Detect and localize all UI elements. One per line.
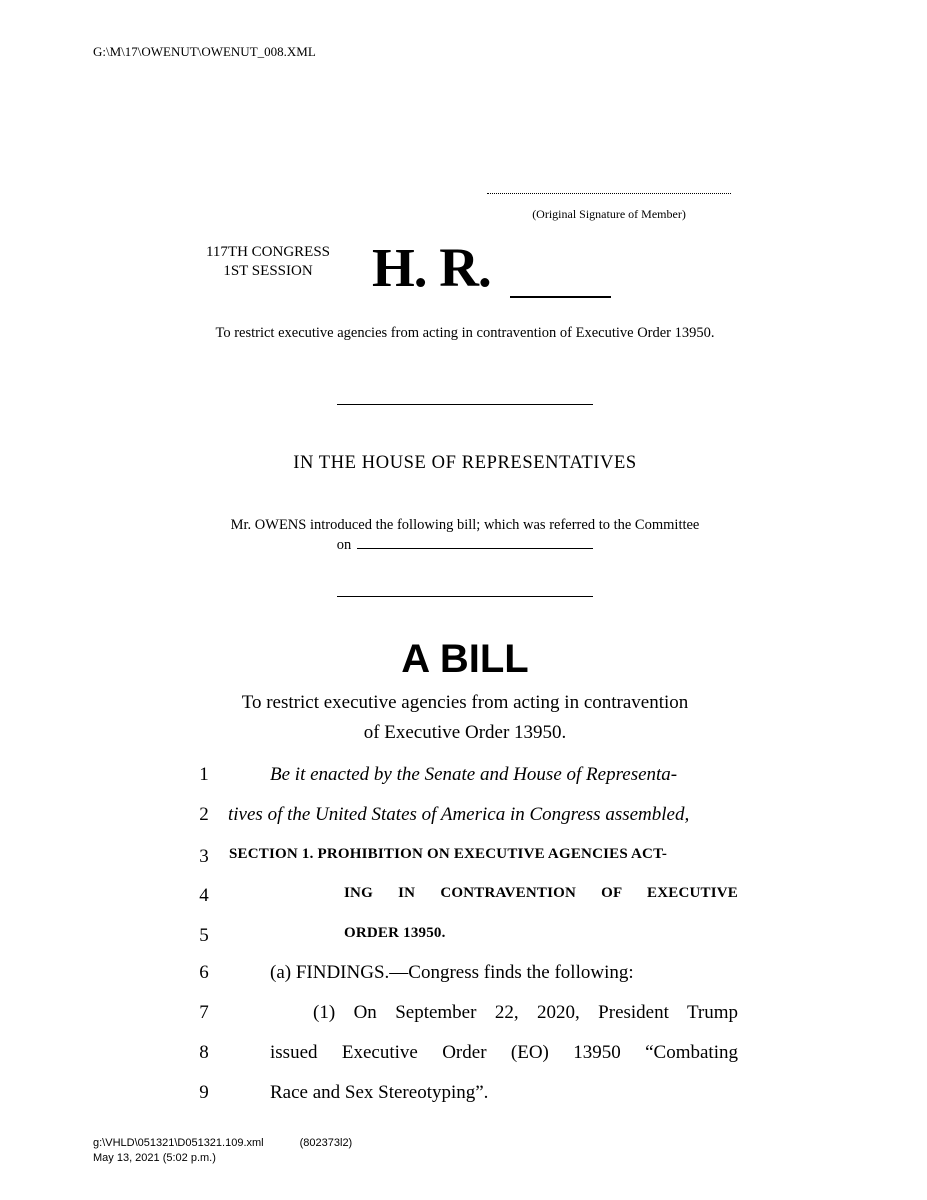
- signature-line: [487, 193, 731, 194]
- line-number: 1: [199, 764, 209, 785]
- body-line: [0, 1002, 927, 1042]
- committee-blank: [357, 548, 593, 549]
- chamber-heading: IN THE HOUSE OF REPRESENTATIVES: [293, 453, 637, 473]
- footer: [93, 1136, 352, 1166]
- line-number: 2: [199, 804, 209, 825]
- short-title: To restrict executive agencies from acting in contravention of Executive Order 13950.: [215, 325, 715, 341]
- body-line: [0, 846, 927, 886]
- line-number: 5: [199, 925, 209, 946]
- enacting-clause-text: Be it enacted by the Senate and House of Representa-: [270, 764, 678, 785]
- divider-rule: [337, 596, 593, 597]
- subsection-heading: FINDINGS: [295, 962, 385, 983]
- long-title-line: To restrict executive agencies from acting in contravention: [241, 692, 689, 713]
- signature-caption: (Original Signature of Member): [532, 207, 686, 221]
- line-number: 6: [199, 962, 209, 983]
- paragraph-text: (1) On September 22, 2020, President Trump: [313, 1002, 738, 1023]
- session-label: 1ST SESSION: [223, 263, 313, 279]
- introduction-statement: [190, 515, 740, 555]
- body-line: [0, 1042, 927, 1082]
- body-line: [0, 764, 927, 804]
- bill-number-blank: [510, 296, 611, 298]
- body-line: [0, 804, 927, 844]
- enacting-clause-text: tives of the United States of America in Congress assembled,: [228, 804, 690, 825]
- section-heading: ING IN CONTRAVENTION OF EXECUTIVE: [344, 885, 738, 901]
- divider-rule: [337, 404, 593, 405]
- paragraph-text: Race and Sex Stereotyping”.: [270, 1082, 489, 1103]
- subsection-body: .—Congress finds the following:: [384, 962, 634, 983]
- long-title-line: of Executive Order 13950.: [363, 722, 567, 743]
- body-line: [0, 962, 927, 1002]
- congress-session: [188, 243, 348, 281]
- section-heading: SECTION 1. PROHIBITION ON EXECUTIVE AGENCIES ACT-: [229, 846, 668, 862]
- subsection-text: [270, 962, 634, 984]
- long-title: [190, 688, 740, 748]
- body-line: [0, 1082, 927, 1122]
- body-line: [0, 885, 927, 925]
- sponsor-name: OWENS: [254, 517, 307, 533]
- congress-label: 117TH CONGRESS: [205, 244, 331, 260]
- line-number: 8: [199, 1042, 209, 1063]
- subsection-label: (a): [270, 962, 292, 983]
- sponsor-prefix: Mr.: [230, 517, 252, 533]
- paragraph-text: issued Executive Order (EO) 13950 “Combating: [270, 1042, 738, 1063]
- footer-date: May 13, 2021 (5:02 p.m.): [93, 1152, 216, 1164]
- file-path-header: G:\M\17\OWENUT\OWENUT_008.XML: [93, 44, 316, 59]
- footer-path: g:\VHLD\051321\D051321.109.xml: [93, 1137, 264, 1149]
- line-number: 3: [199, 846, 209, 867]
- line-number: 9: [199, 1082, 209, 1103]
- bill-id: H. R.: [372, 237, 491, 298]
- footer-code: (802373l2): [299, 1137, 353, 1149]
- document-type-heading: A BILL: [401, 637, 529, 681]
- section-heading: ORDER 13950.: [344, 925, 446, 941]
- body-line: [0, 925, 927, 965]
- committee-on-label: on: [336, 537, 352, 553]
- line-number: 4: [199, 885, 209, 906]
- introduction-text: introduced the following bill; which was referred to the Committee: [309, 517, 700, 533]
- line-number: 7: [199, 1002, 209, 1023]
